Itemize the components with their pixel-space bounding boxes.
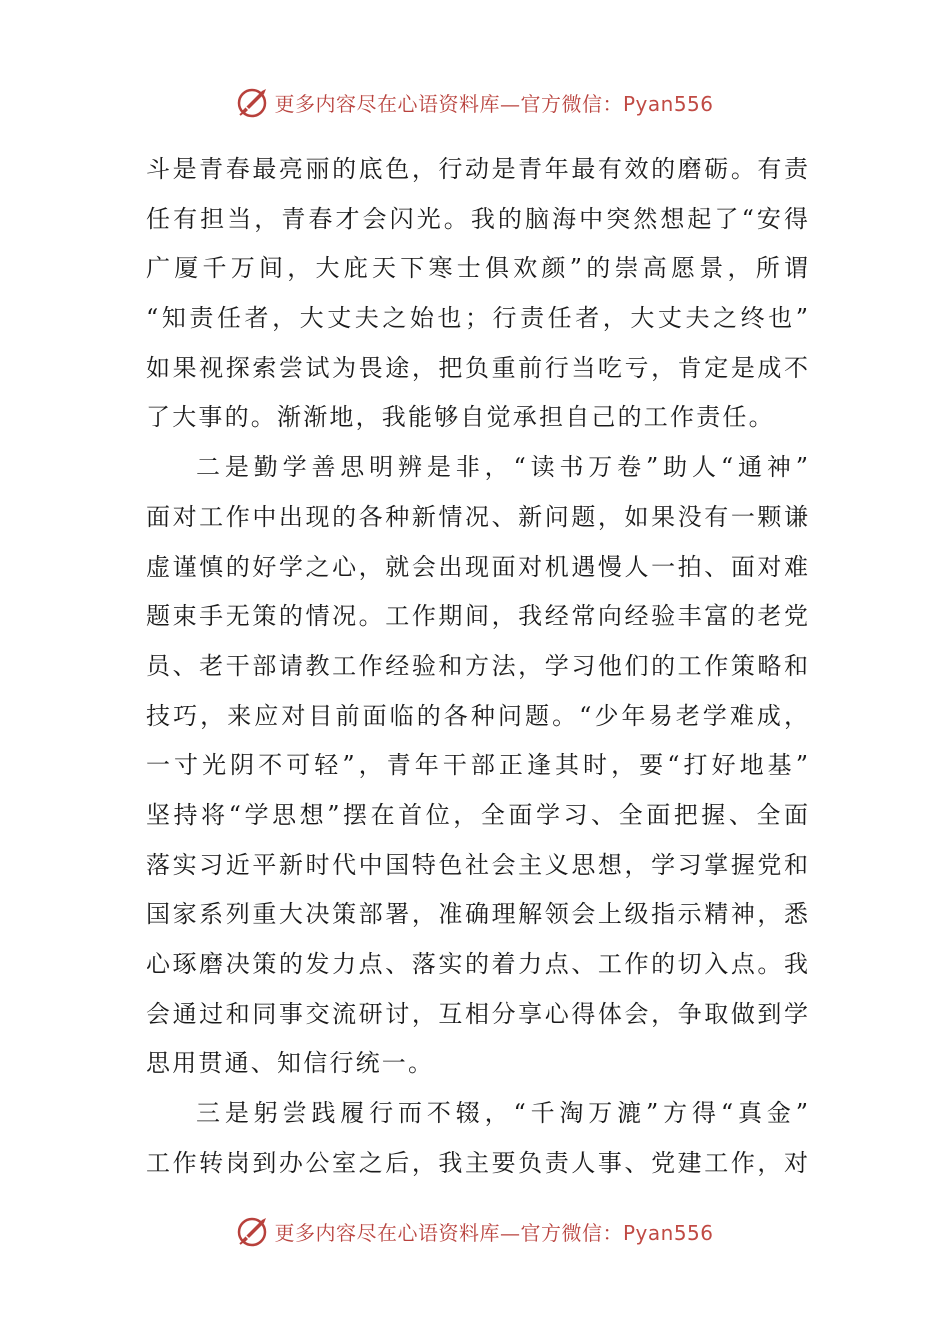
body-line: 面对工作中出现的各种新情况、新问题，如果没有一颗谦 (146, 502, 808, 531)
wechat-id: Pyan556 (622, 91, 714, 116)
pen-quill-logo-icon (236, 1214, 270, 1248)
body-line: 虚谨慎的好学之心，就会出现面对机遇慢人一拍、面对难 (146, 552, 808, 581)
body-line: 国家系列重大决策部署，准确理解领会上级指示精神，悉 (146, 900, 808, 929)
footer-banner (0, 1211, 950, 1251)
body-line: 思用贯通、知信行统一。 (146, 1049, 435, 1078)
banner-text: 更多内容尽在心语资料库—官方微信：Pyan556 (274, 1220, 714, 1245)
body-line: 技巧，来应对目前面临的各种问题。“少年易老学难成， (146, 701, 808, 730)
body-line: 三是躬尝践履行而不辍，“千淘万漉”方得“真金” (196, 1099, 808, 1128)
body-line: 题束手无策的情况。工作期间，我经常向经验丰富的老党 (146, 602, 808, 631)
body-line: 落实习近平新时代中国特色社会主义思想，学习掌握党和 (146, 850, 808, 879)
body-line: 了大事的。渐渐地，我能够自觉承担自己的工作责任。 (146, 403, 775, 432)
banner-text: 更多内容尽在心语资料库—官方微信：Pyan556 (274, 91, 714, 116)
document-body (146, 145, 808, 1188)
body-line: 如果视探索尝试为畏途，把负重前行当吃亏，肯定是成不 (146, 353, 808, 382)
body-line: 心琢磨决策的发力点、落实的着力点、工作的切入点。我 (146, 950, 808, 978)
body-line: 斗是青春最亮丽的底色，行动是青年最有效的磨砺。有责 (146, 155, 808, 183)
body-line: 广厦千万间，大庇天下寒士俱欢颜”的崇高愿景，所谓 (146, 254, 808, 283)
body-line: 任有担当，青春才会闪光。我的脑海中突然想起了“安得 (146, 204, 808, 233)
wechat-id: Pyan556 (622, 1220, 714, 1245)
body-line: 会通过和同事交流研讨，互相分享心得体会，争取做到学 (146, 999, 808, 1028)
body-line: 一寸光阴不可轻”，青年干部正逢其时，要“打好地基” (146, 751, 808, 780)
body-line: 坚持将“学思想”摆在首位，全面学习、全面把握、全面 (146, 800, 808, 829)
body-line: “知责任者，大丈夫之始也；行责任者，大丈夫之终也” (146, 304, 808, 333)
body-line: 工作转岗到办公室之后，我主要负责人事、党建工作，对 (146, 1148, 808, 1177)
header-banner (0, 82, 950, 122)
pen-quill-logo-icon (236, 85, 270, 119)
body-line: 员、老干部请教工作经验和方法，学习他们的工作策略和 (146, 651, 808, 680)
body-line: 二是勤学善思明辨是非，“读书万卷”助人“通神” (196, 453, 808, 482)
